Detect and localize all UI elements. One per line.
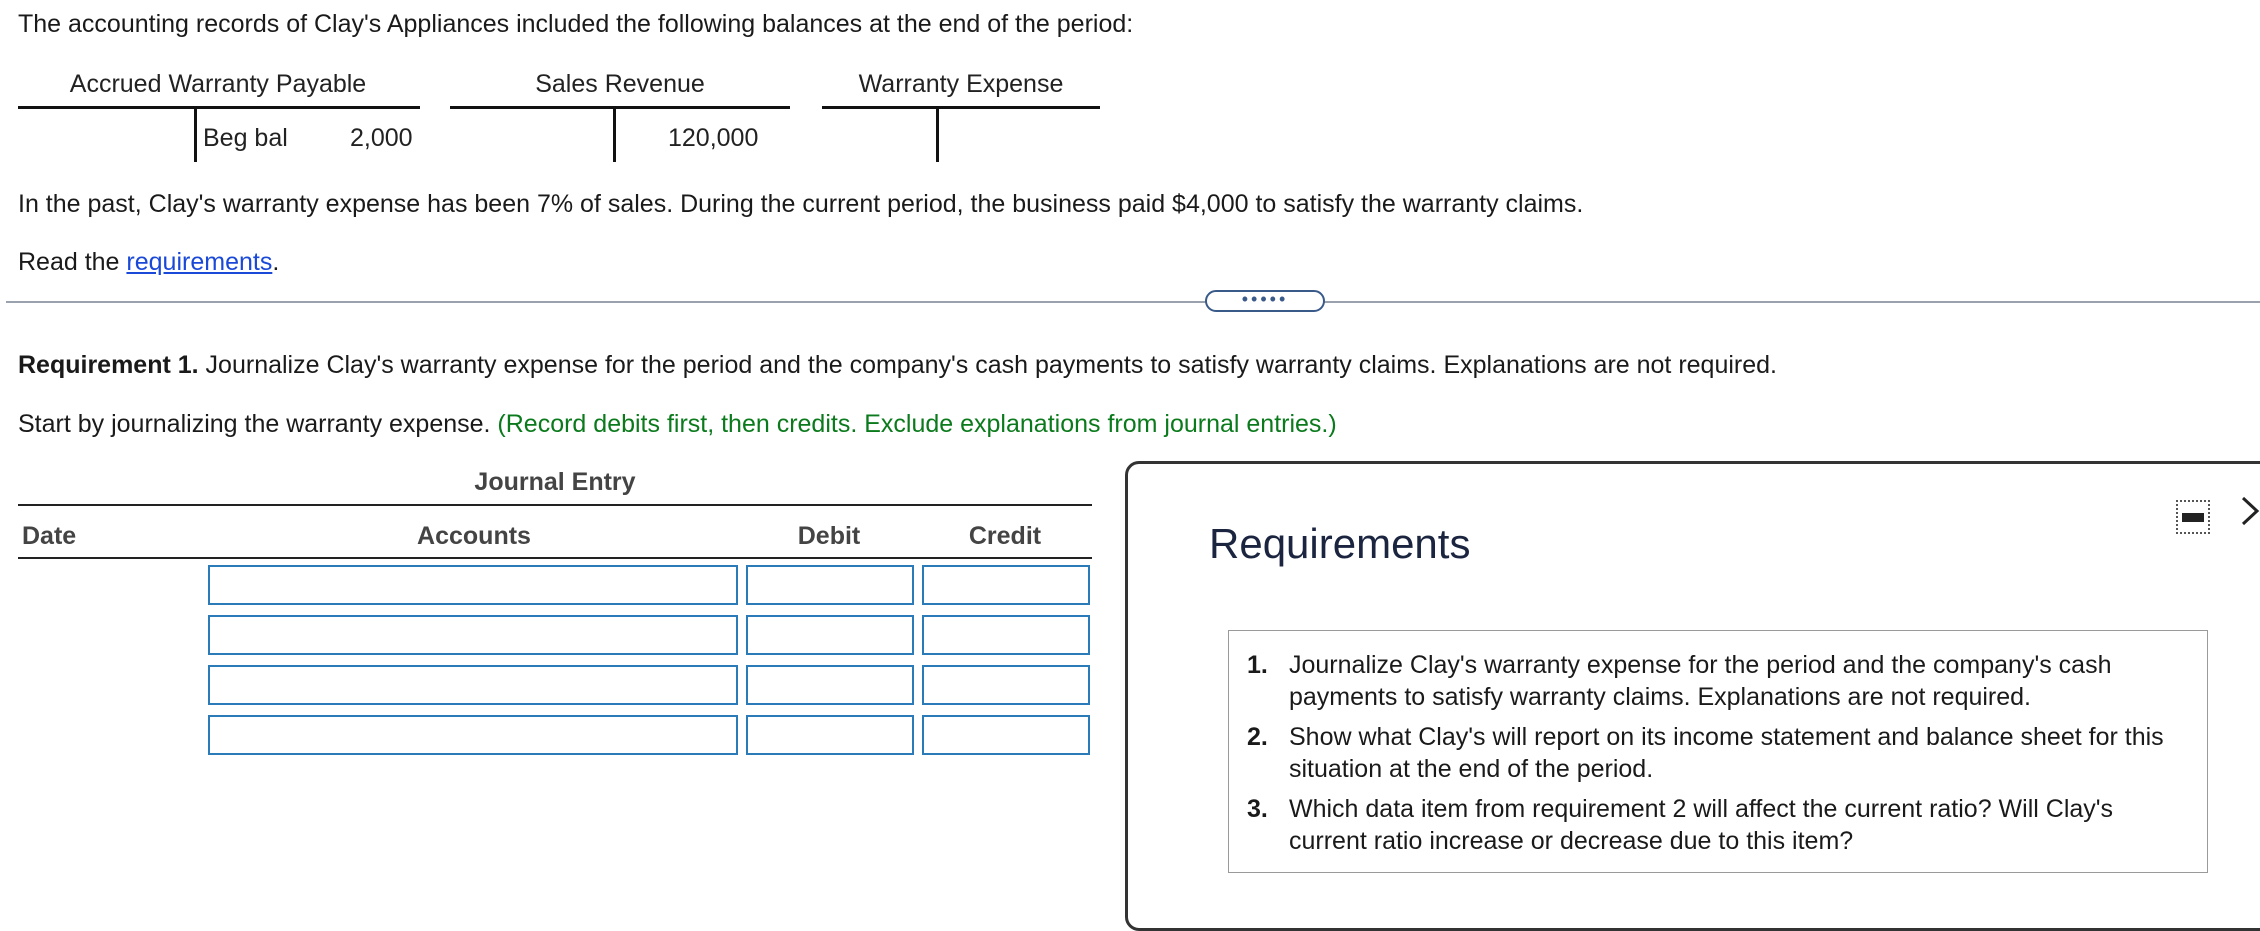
requirement-1-text: Journalize Clay's warranty expense for the period and the company's cash payments to satisfy warranty claims. Explanations are not required. — [198, 351, 1777, 379]
list-item-number: 1. — [1247, 651, 1268, 679]
column-header-debit: Debit — [797, 522, 861, 550]
section-divider — [6, 301, 2260, 303]
credit-input[interactable] — [922, 715, 1090, 755]
t-account-rule — [822, 106, 1100, 109]
debit-input[interactable] — [746, 715, 914, 755]
journal-header-rule-top — [18, 504, 1092, 506]
t-account-rule — [18, 106, 420, 109]
account-input[interactable] — [208, 665, 738, 705]
instruction-line — [18, 410, 1337, 439]
debit-input[interactable] — [746, 665, 914, 705]
credit-input[interactable] — [922, 665, 1090, 705]
requirements-list — [1228, 630, 2208, 873]
credit-input[interactable] — [922, 565, 1090, 605]
instruction-text: Start by journalizing the warranty expense. — [18, 410, 498, 438]
debit-input[interactable] — [746, 615, 914, 655]
account-input[interactable] — [208, 615, 738, 655]
read-requirements-line — [18, 248, 279, 277]
journal-entry-title: Journal Entry — [474, 468, 636, 496]
list-item-number: 2. — [1247, 723, 1268, 751]
column-header-credit: Credit — [968, 522, 1042, 550]
instruction-hint: (Record debits first, then credits. Exclude explanations from journal entries.) — [497, 410, 1337, 438]
t-account-title-sales-revenue: Sales Revenue — [535, 70, 705, 98]
t-account-title-accrued-warranty: Accrued Warranty Payable — [69, 70, 367, 98]
column-header-date: Date — [22, 522, 77, 550]
list-item-text: Which data item from requirement 2 will affect the current ratio? Will Clay's current ratio increase or decrease due to this item? — [1289, 795, 2114, 855]
requirements-link[interactable]: requirements — [126, 248, 273, 276]
column-header-accounts: Accounts — [417, 522, 531, 550]
list-item-number: 3. — [1247, 795, 1268, 823]
list-item-text: Show what Clay's will report on its income statement and balance sheet for this situation at the end of the period. — [1289, 723, 2164, 783]
debit-input[interactable] — [746, 565, 914, 605]
minimize-icon — [2182, 513, 2204, 522]
t-account-beg-bal-value: 2,000 — [350, 124, 413, 152]
journal-header-rule-bottom — [18, 557, 1092, 559]
intro-text: The accounting records of Clay's Appliances included the following balances at the end of the period: — [18, 10, 1134, 38]
t-account-divider — [613, 108, 616, 162]
t-account-rule — [450, 106, 790, 109]
account-input[interactable] — [208, 715, 738, 755]
t-account-divider — [936, 108, 939, 162]
minimize-button[interactable] — [2176, 500, 2210, 534]
t-account-sales-value: 120,000 — [668, 124, 759, 152]
account-input[interactable] — [208, 565, 738, 605]
read-suffix: . — [272, 248, 280, 276]
chevron-right-svg — [2240, 494, 2260, 528]
read-prefix: Read the — [18, 248, 127, 276]
t-account-title-warranty-expense: Warranty Expense — [858, 70, 1064, 98]
requirement-1-label: Requirement 1. — [18, 351, 199, 379]
requirement-1-line — [18, 351, 1777, 380]
divider-resize-handle[interactable]: ••••• — [1205, 290, 1325, 312]
scenario-text: In the past, Clay's warranty expense has been 7% of sales. During the current period, the business paid $4,000 to satisfy the warranty claims. — [18, 190, 1584, 218]
list-item-text: Journalize Clay's warranty expense for the period and the company's cash payments to satisfy warranty claims. Explanations are not required. — [1289, 651, 2112, 711]
chevron-right-icon[interactable] — [2240, 494, 2260, 537]
requirements-title: Requirements — [1209, 520, 1471, 567]
t-account-divider — [194, 108, 197, 162]
credit-input[interactable] — [922, 615, 1090, 655]
t-account-beg-bal-label: Beg bal — [203, 124, 288, 152]
